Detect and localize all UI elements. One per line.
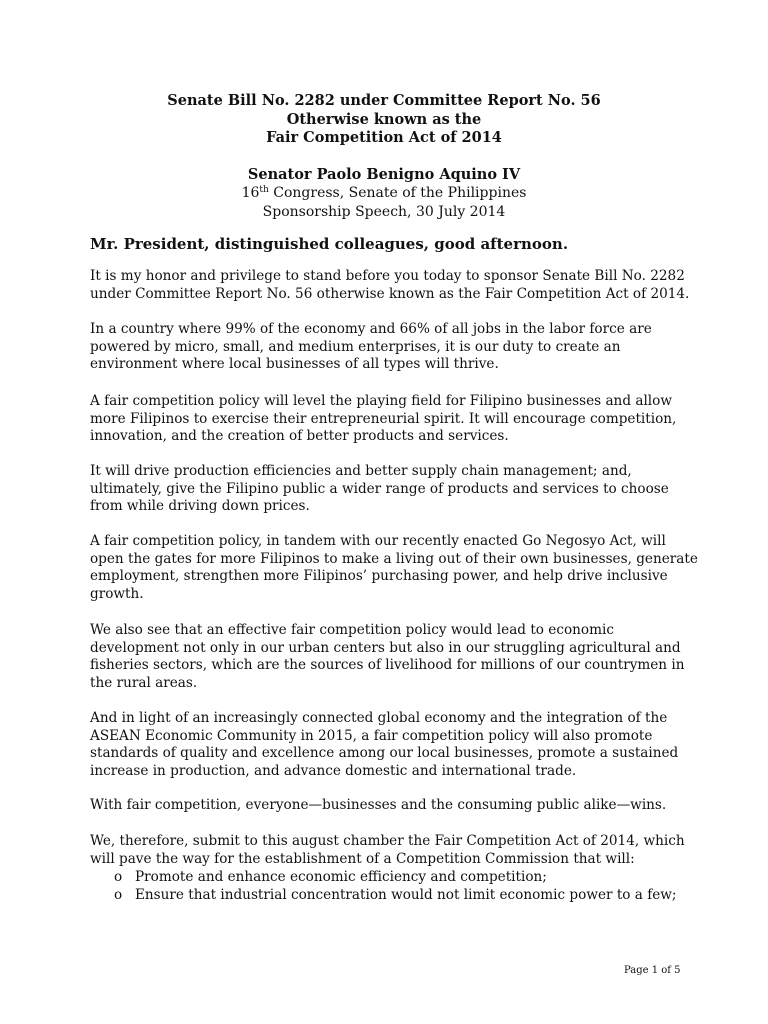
title-line-2: Otherwise known as the — [286, 110, 482, 128]
paragraph-2 — [90, 321, 690, 374]
paragraph-5 — [90, 533, 698, 603]
list-item-text: Promote and enhance economic efficiency and competition; — [135, 869, 547, 885]
paragraph-line: It is my honor and privilege to stand before you today to sponsor Senate Bill No. 2282 — [90, 268, 685, 284]
bullet-icon: o — [114, 887, 123, 903]
paragraph-4 — [90, 463, 690, 516]
greeting: Mr. President, distinguished colleagues, good afternoon. — [90, 235, 569, 253]
paragraph-line: employment, strengthen more Filipinos’ purchasing power, and help drive inclusive — [90, 568, 668, 585]
author-name: Senator Paolo Benigno Aquino IV — [247, 165, 521, 183]
paragraph-line: powered by micro, small, and medium enterprises, it is our duty to create an — [90, 338, 621, 355]
paragraph-line: We, therefore, submit to this august chamber the Fair Competition Act of 2014, which — [90, 833, 685, 849]
paragraph-3 — [90, 393, 690, 446]
paragraph-6 — [90, 622, 690, 692]
paragraph-line: fisheries sectors, which are the sources of livelihood for millions of our countrymen in — [90, 657, 685, 674]
paragraph-line: A fair competition policy will level the playing field for Filipino businesses and allow — [90, 393, 672, 409]
paragraph-line: more Filipinos to exercise their entrepreneurial spirit. It will encourage competition, — [90, 410, 677, 427]
list-item — [114, 887, 677, 905]
paragraph-line: the rural areas. — [90, 674, 198, 691]
paragraph-line: under Committee Report No. 56 otherwise known as the Fair Competition Act of 2014. — [90, 285, 690, 302]
congress-number: 16 — [241, 185, 260, 201]
paragraph-line: ultimately, give the Filipino public a wider range of products and services to choose — [90, 480, 669, 497]
title-line-3: Fair Competition Act of 2014 — [266, 129, 502, 146]
paragraph-line: environment where local businesses of all types will thrive. — [90, 356, 499, 373]
paragraph-line: open the gates for more Filipinos to make a living out of their own businesses, generate — [90, 550, 698, 567]
paragraph-line: In a country where 99% of the economy and 66% of all jobs in the labor force are — [90, 321, 652, 337]
paragraph-line: growth. — [90, 585, 144, 602]
congress-text: Congress, Senate of the Philippines — [268, 185, 527, 201]
page-number: Page 1 of 5 — [624, 965, 681, 976]
paragraph-line: development not only in our urban centers but also in our struggling agricultural and — [90, 639, 681, 656]
paragraph-7 — [90, 710, 690, 780]
paragraph-9 — [90, 833, 690, 868]
paragraph-line: It will drive production efficiencies and better supply chain management; and, — [90, 463, 632, 479]
paragraph-line: ASEAN Economic Community in 2015, a fair competition policy will also promote — [90, 727, 653, 744]
paragraph-line: With fair competition, everyone—businesses and the consuming public alike—wins. — [90, 797, 667, 813]
paragraph-line: standards of quality and excellence among our local businesses, promote a sustained — [90, 745, 679, 762]
congress-ordinal-suffix: th — [259, 185, 269, 195]
congress-line — [0, 184, 768, 203]
list-item — [114, 869, 547, 887]
document-header — [0, 92, 768, 221]
paragraph-line: We also see that an effective fair competition policy would lead to economic — [90, 622, 614, 638]
paragraph-8 — [90, 797, 690, 815]
bullet-icon: o — [114, 869, 123, 885]
paragraph-line: A fair competition policy, in tandem with our recently enacted Go Negosyo Act, will — [90, 533, 666, 549]
paragraph-line: will pave the way for the establishment of a Competition Commission that will: — [90, 850, 635, 867]
paragraph-line: increase in production, and advance domestic and international trade. — [90, 762, 577, 779]
paragraph-line: And in light of an increasingly connected global economy and the integration of the — [90, 710, 668, 726]
list-item-text: Ensure that industrial concentration would not limit economic power to a few; — [135, 887, 677, 903]
paragraph-1 — [90, 268, 690, 303]
paragraph-line: innovation, and the creation of better products and services. — [90, 428, 509, 445]
title-line-1: Senate Bill No. 2282 under Committee Report No. 56 — [167, 92, 601, 109]
occasion-line: Sponsorship Speech, 30 July 2014 — [262, 203, 506, 220]
paragraph-line: from while driving down prices. — [90, 498, 310, 515]
